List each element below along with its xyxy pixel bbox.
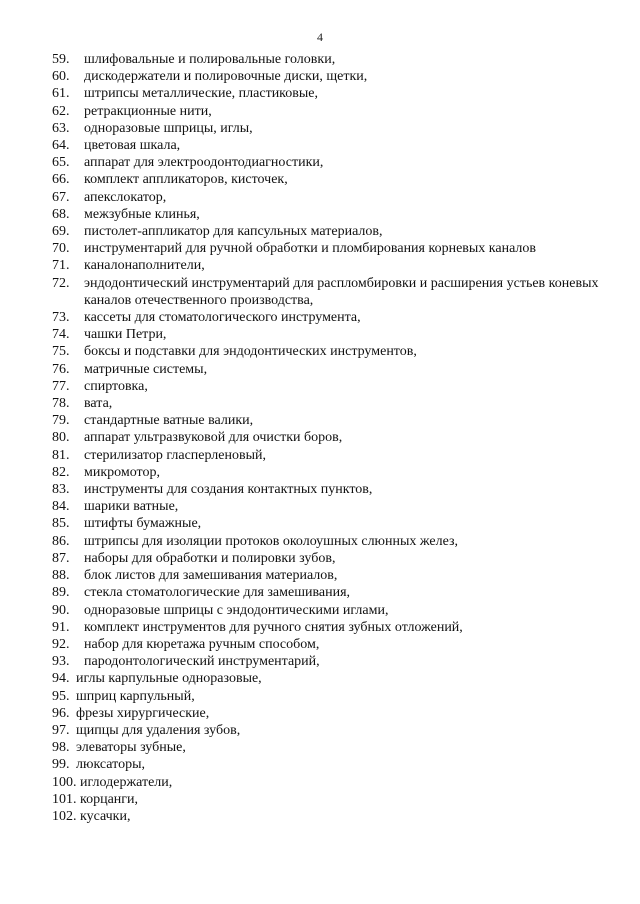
- list-item: [52, 498, 622, 515]
- list-item: [52, 808, 622, 825]
- list-item: [52, 584, 622, 601]
- list-item-number: 68.: [52, 206, 70, 222]
- list-item: [52, 137, 622, 154]
- list-item-text: пародонтологический инструментарий,: [84, 654, 320, 670]
- list-item-text: инструментарий для ручной обработки и пломбирования корневых каналов: [84, 241, 537, 257]
- list-item-text: комплект инструментов для ручного снятия зубных отложений,: [84, 619, 463, 635]
- list-item-text: ретракционные нити,: [84, 103, 212, 119]
- list-item-number: 87.: [52, 550, 70, 566]
- list-item: [52, 326, 622, 343]
- list-item-number: 64.: [52, 138, 70, 154]
- list-item-number: 96.: [52, 705, 70, 721]
- list-item-number: 88.: [52, 568, 70, 584]
- list-item-number: 62.: [52, 103, 70, 119]
- list-item-number: 91.: [52, 619, 70, 635]
- list-item: [52, 756, 622, 773]
- list-item-number: 102.: [52, 808, 77, 824]
- list-item-text: штрипсы металлические, пластиковые,: [84, 86, 319, 102]
- list-item: [52, 309, 622, 326]
- list-item: [52, 602, 622, 619]
- list-item-text: микромотор,: [84, 464, 160, 480]
- list-item-number: 100.: [52, 774, 77, 790]
- list-item-text: иглы карпульные одноразовые,: [76, 671, 262, 687]
- list-item-number: 101.: [52, 791, 77, 807]
- list-item-number: 71.: [52, 258, 70, 274]
- list-item-text: эндодонтический инструментарий для распломбировки и расширения устьев коневых каналов отечественного производства,: [84, 275, 599, 308]
- list-item-number: 81.: [52, 447, 70, 463]
- list-item-text: иглодержатели,: [80, 774, 173, 790]
- list-item-number: 70.: [52, 241, 70, 257]
- list-item-text: аппарат ультразвуковой для очистки боров,: [84, 430, 343, 446]
- list-item-text: люксаторы,: [76, 757, 145, 773]
- list-item-number: 90.: [52, 602, 70, 618]
- list-item: [52, 429, 622, 446]
- list-item: [52, 412, 622, 429]
- list-item-text: каналонаполнители,: [84, 258, 205, 274]
- list-item: [52, 343, 622, 360]
- list-item: [52, 395, 622, 412]
- list-item-text: наборы для обработки и полировки зубов,: [84, 550, 336, 566]
- list-item: [52, 361, 622, 378]
- list-item-text: боксы и подставки для эндодонтических инструментов,: [84, 344, 417, 360]
- list-item-number: 76.: [52, 361, 70, 377]
- list-item: [52, 120, 622, 137]
- list-item-text: чашки Петри,: [84, 327, 167, 343]
- list-item: [52, 464, 622, 481]
- list-item: [52, 619, 622, 636]
- list-item: [52, 154, 622, 171]
- list-item-text: блок листов для замешивания материалов,: [84, 568, 338, 584]
- list-item-text: вата,: [84, 396, 113, 412]
- list-item-text: комплект аппликаторов, кисточек,: [84, 172, 288, 188]
- list-item: [52, 533, 622, 550]
- list-item-text: одноразовые шприцы с эндодонтическими иглами,: [84, 602, 389, 618]
- list-item-text: элеваторы зубные,: [76, 740, 186, 756]
- list-item-text: цветовая шкала,: [84, 138, 181, 154]
- list-item: [52, 670, 622, 687]
- list-item-number: 92.: [52, 636, 70, 652]
- list-item-number: 95.: [52, 688, 70, 704]
- list-item: [52, 171, 622, 188]
- list-item: [52, 68, 622, 85]
- list-item: [52, 550, 622, 567]
- list-item: [52, 275, 622, 309]
- list-item-number: 82.: [52, 464, 70, 480]
- list-item-text: шарики ватные,: [84, 499, 179, 515]
- list-item: [52, 515, 622, 532]
- list-item: [52, 447, 622, 464]
- list-item: [52, 774, 622, 791]
- list-item: [52, 103, 622, 120]
- list-item-number: 94.: [52, 671, 70, 687]
- list-item-text: штифты бумажные,: [84, 516, 202, 532]
- list-item: [52, 636, 622, 653]
- list-item-number: 84.: [52, 499, 70, 515]
- list-item: [52, 791, 622, 808]
- list-item-text: апекслокатор,: [84, 189, 167, 205]
- list-item-number: 69.: [52, 224, 70, 240]
- list-item: [52, 378, 622, 395]
- list-item-number: 86.: [52, 533, 70, 549]
- list-item-number: 72.: [52, 275, 70, 291]
- list-item-number: 65.: [52, 155, 70, 171]
- list-item: [52, 567, 622, 584]
- list-item-number: 74.: [52, 327, 70, 343]
- list-item: [52, 722, 622, 739]
- page-number: 4: [317, 30, 323, 44]
- list-item-number: 98.: [52, 740, 70, 756]
- list-item-text: аппарат для электроодонтодиагностики,: [84, 155, 324, 171]
- list-item-text: фрезы хирургические,: [76, 705, 210, 721]
- list-item: [52, 653, 622, 670]
- list-item-text: дискодержатели и полировочные диски, щетки,: [84, 69, 368, 85]
- list-item: [52, 223, 622, 240]
- list-item-number: 67.: [52, 189, 70, 205]
- list-item-text: спиртовка,: [84, 378, 148, 394]
- list-item: [52, 240, 622, 257]
- list-item-text: стерилизатор гласперленовый,: [84, 447, 266, 463]
- list-item-text: корцанги,: [80, 791, 139, 807]
- list-item-number: 61.: [52, 86, 70, 102]
- list-item-text: пистолет-аппликатор для капсульных материалов,: [84, 224, 383, 240]
- list-item: [52, 189, 622, 206]
- list-item-number: 75.: [52, 344, 70, 360]
- list-item-number: 73.: [52, 310, 70, 326]
- list-item-number: 78.: [52, 396, 70, 412]
- list-item-number: 99.: [52, 757, 70, 773]
- equipment-list: [52, 51, 622, 825]
- list-item-text: штрипсы для изоляции протоков околоушных слюнных желез,: [84, 533, 459, 549]
- list-item-number: 89.: [52, 585, 70, 601]
- list-item-number: 77.: [52, 378, 70, 394]
- list-item-number: 93.: [52, 654, 70, 670]
- list-item-number: 66.: [52, 172, 70, 188]
- list-item-text: стандартные ватные валики,: [84, 413, 254, 429]
- list-item-text: кусачки,: [80, 808, 131, 824]
- list-item-text: шприц карпульный,: [76, 688, 195, 704]
- list-item-text: межзубные клинья,: [84, 206, 200, 222]
- list-item-text: набор для кюретажа ручным способом,: [84, 636, 320, 652]
- list-item: [52, 85, 622, 102]
- list-item: [52, 206, 622, 223]
- list-item: [52, 481, 622, 498]
- list-item-number: 83.: [52, 482, 70, 498]
- list-item-text: стекла стоматологические для замешивания,: [84, 585, 351, 601]
- list-item: [52, 739, 622, 756]
- list-item-number: 79.: [52, 413, 70, 429]
- list-item-text: одноразовые шприцы, иглы,: [84, 120, 253, 136]
- list-item: [52, 51, 622, 68]
- list-item-number: 97.: [52, 722, 70, 738]
- list-item-text: матричные системы,: [84, 361, 208, 377]
- list-item-text: шлифовальные и полировальные головки,: [84, 52, 336, 67]
- list-item-number: 59.: [52, 52, 70, 67]
- list-item-number: 63.: [52, 120, 70, 136]
- list-item-number: 60.: [52, 69, 70, 85]
- list-item-number: 85.: [52, 516, 70, 532]
- list-item: [52, 705, 622, 722]
- list-item-text: инструменты для создания контактных пунктов,: [84, 482, 373, 498]
- list-item-text: щипцы для удаления зубов,: [76, 722, 241, 738]
- list-item: [52, 257, 622, 274]
- list-item-text: кассеты для стоматологического инструмента,: [84, 310, 361, 326]
- list-item-number: 80.: [52, 430, 70, 446]
- list-item: [52, 688, 622, 705]
